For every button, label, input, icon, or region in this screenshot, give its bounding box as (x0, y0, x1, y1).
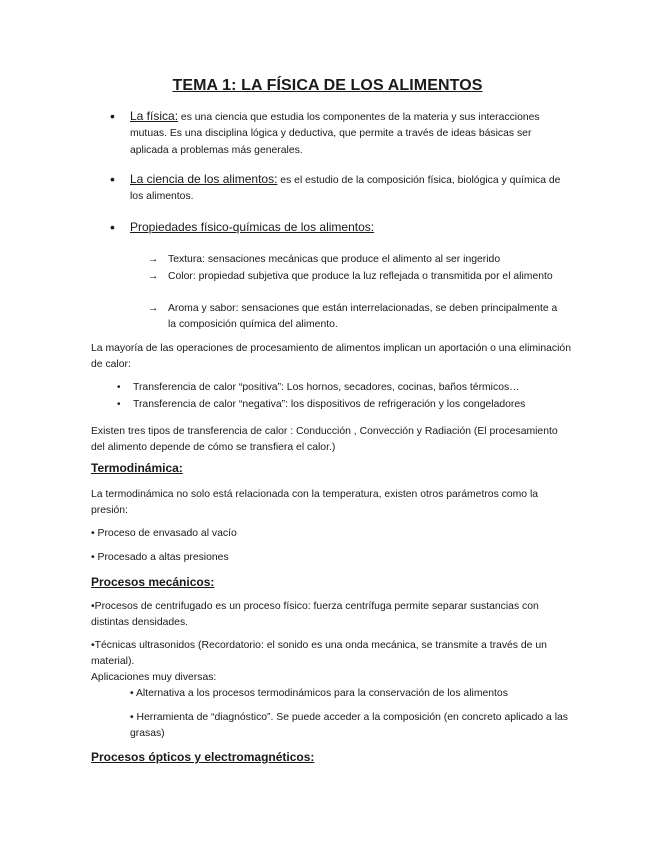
definition-text: es el estudio de la composición física, biológica y química de los alimentos. (130, 175, 561, 203)
bullet-marker: • (110, 108, 115, 124)
property-item (148, 252, 568, 268)
definition-properties (130, 219, 570, 237)
definition-food-science (130, 171, 570, 206)
mech-item: •Técnicas ultrasonidos (Recordatorio: el sonido es una onda mecánica, se transmite a través de un material). (91, 640, 547, 668)
heat-transfer-item: Transferencia de calor “negativa”: los dispositivos de refrigeración y los congeladores (133, 399, 526, 410)
definition-physics (130, 108, 570, 159)
applications-label: Aplicaciones muy diversas: (91, 672, 217, 683)
application-item: • Herramienta de “diagnóstico”. Se puede acceder a la composición (en concreto aplicado a las grasas) (130, 712, 568, 740)
arrow-right-icon: → (148, 271, 159, 282)
paragraph-thermodynamics: La termodinámica no solo está relacionada con la temperatura, existen otros parámetros como la presión: (91, 489, 539, 517)
page-title: TEMA 1: LA FÍSICA DE LOS ALIMENTOS (172, 77, 483, 94)
property-text: Textura: sensaciones mecánicas que produce el alimento al ser ingerido (168, 254, 501, 265)
heat-transfer-item: Transferencia de calor “positiva”: Los hornos, secadores, cocinas, baños térmicos… (133, 382, 520, 393)
application-item: • Alternativa a los procesos termodinámicos para la conservación de los alimentos (130, 688, 508, 699)
bullet-marker: • (110, 219, 115, 235)
section-heading-thermodynamics: Termodinámica: (91, 461, 183, 475)
bullet-marker: • (110, 171, 115, 187)
arrow-right-icon: → (148, 254, 159, 265)
bullet-marker: • (117, 382, 121, 393)
bullet-marker: • (117, 399, 121, 410)
property-item (148, 301, 568, 334)
mech-item: •Procesos de centrifugado es un proceso físico: fuerza centrífuga permite separar sustancias con distintas densidades. (91, 601, 539, 629)
section-heading-optical: Procesos ópticos y electromagnéticos: (91, 750, 315, 764)
definition-text: es una ciencia que estudia los componentes de la materia y sus interacciones mutuas. Es una disciplina lógica y deductiva, que permite a través de ideas básicas ser aplicada a problemas más generales. (130, 112, 540, 156)
definition-term: Propiedades físico-químicas de los alimentos: (130, 220, 375, 234)
definition-term: La física: (130, 109, 179, 123)
thermo-item: • Procesado a altas presiones (91, 552, 229, 563)
thermo-item: • Proceso de envasado al vacío (91, 528, 237, 539)
section-heading-mechanical: Procesos mecánicos: (91, 575, 215, 589)
property-item (148, 269, 568, 285)
definition-term: La ciencia de los alimentos: (130, 172, 278, 186)
property-text: Color: propiedad subjetiva que produce la luz reflejada o transmitida por el alimento (168, 271, 553, 282)
property-text: Aroma y sabor: sensaciones que están interrelacionadas, se deben principalmente a la composición química del alimento. (168, 303, 558, 331)
arrow-right-icon: → (148, 303, 159, 314)
paragraph-heat: La mayoría de las operaciones de procesamiento de alimentos implican un aportación o una eliminación de calor: (91, 343, 571, 371)
paragraph-transfer-types: Existen tres tipos de transferencia de calor : Conducción , Convección y Radiación (El procesamiento del alimento depende de cómo se transfiera el calor.) (91, 426, 558, 454)
